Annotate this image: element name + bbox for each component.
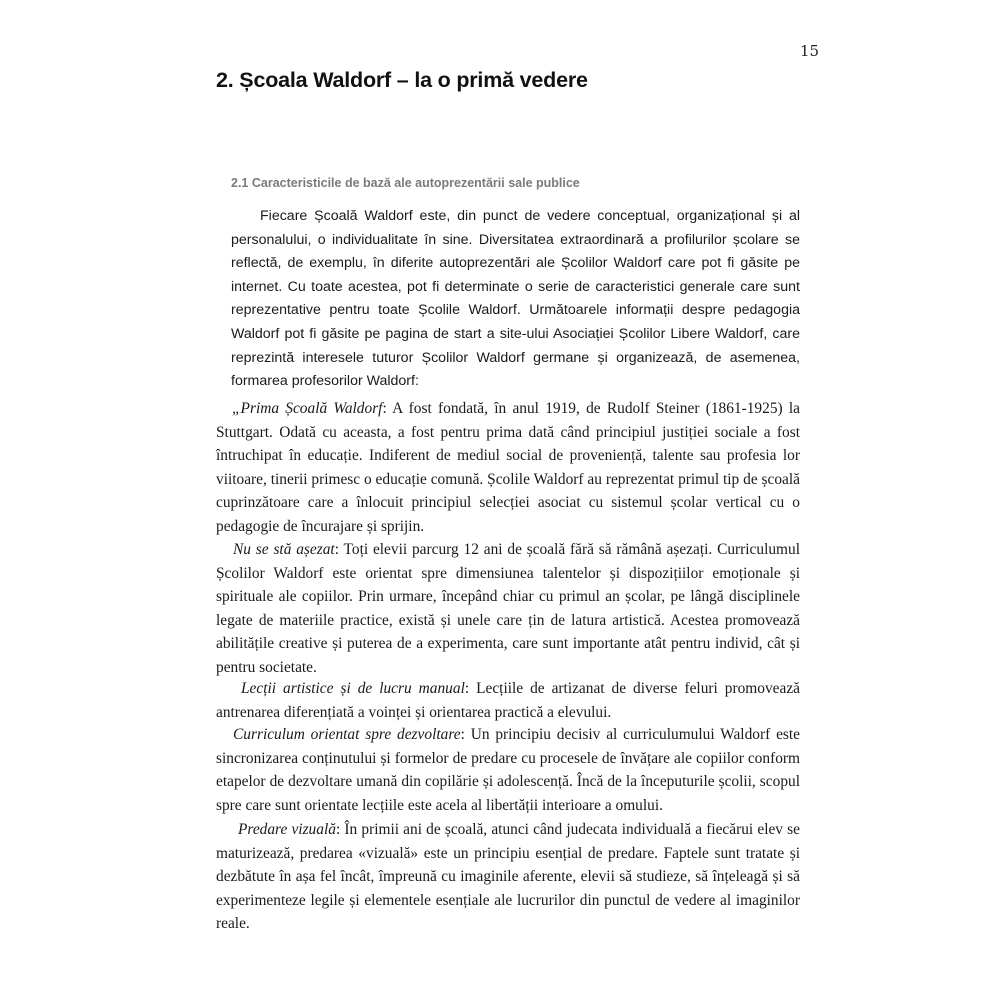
page-number: 15 bbox=[800, 42, 820, 60]
quote-paragraph-visual-teaching bbox=[216, 818, 800, 936]
paragraph-text: : Toți elevii parcurg 12 ani de școală fără să rămână așezați. Curriculumul Școlilor Waldorf este orientat spre dimensiunea talentelor și dispozițiilor emoționale și spirituale ale copiilor. Prin urmare, începând chiar cu primul an școlar, pe lângă disciplinele legate de materiile practice, există și unele care țin de latura artistică. Acestea promovează abilitățile creative și puterea de a experimenta, care sunt importante atât pentru individ, cât și pentru societate. bbox=[216, 541, 801, 676]
paragraph-lead: Lecții artistice și de lucru manual bbox=[241, 680, 465, 697]
paragraph-lead: „Prima Școală Waldorf bbox=[232, 400, 383, 417]
paragraph-lead: Curriculum orientat spre dezvoltare bbox=[233, 726, 461, 743]
paragraph-text: : Lecțiile de artizanat de diverse feluri promovează antrenarea diferențiată a voinței și orientarea practică a elevului. bbox=[216, 680, 800, 721]
intro-paragraph: Fiecare Școală Waldorf este, din punct de vedere conceptual, organizațional și al personalului, o individualitate în sine. Diversitatea extraordinară a profilurilor școlare se reflectă, de exemplu, în diferite autoprezentări ale Școlilor Waldorf care pot fi găsite pe internet. Cu toate acestea, pot fi determinate o serie de caracteristici generale care sunt reprezentative pentru toate Școlile Waldorf. Următoarele informații despre pedagogia Waldorf pot fi găsite pe pagina de start a site-ului Asociației Școlilor Libere Waldorf, care reprezintă interesele tuturor Școlilor Waldorf germane și organizează, de asemenea, formarea profesorilor Waldorf: bbox=[231, 208, 800, 390]
quote-paragraph-curriculum bbox=[216, 723, 800, 817]
paragraph-text: : Un principiu decisiv al curriculumului Waldorf este sincronizarea conținutului și formelor de predare cu procesele de învățare ale copiilor conform etapelor de dezvoltare umană din copilărie și adolescență. Încă de la începuturile școlii, scopul spre care sunt orientate lecțiile este acela al libertății interioare a omului. bbox=[216, 726, 800, 814]
paragraph-lead: Nu se stă așezat bbox=[233, 541, 335, 558]
paragraph-text: : A fost fondată, în anul 1919, de Rudolf Steiner (1861-1925) la Stuttgart. Odată cu aceasta, a fost pentru prima dată când principiul justiției sociale a fost întruchipat în educație. Indiferent de mediul social de proveniență, talente sau profesia lor viitoare, tinerii primesc o educație comună. Școlile Waldorf au reprezentat primul tip de școală cuprinzătoare care a înlocuit principiul selecției asociat cu sistemul școlar vertical cu o pedagogie de încurajare și sprijin. bbox=[216, 400, 800, 535]
paragraph-lead: Predare vizuală bbox=[238, 821, 336, 838]
quote-paragraph-artistic-lessons bbox=[216, 677, 800, 724]
chapter-title: 2. Școala Waldorf – la o primă vedere bbox=[216, 68, 588, 92]
section-title: 2.1 Caracteristicile de bază ale autoprezentării sale publice bbox=[231, 176, 580, 190]
quote-paragraph-no-repeating bbox=[216, 538, 800, 680]
quote-paragraph-first-school bbox=[216, 397, 800, 539]
paragraph-text: : În primii ani de școală, atunci când judecata individuală a fiecărui elev se maturizează, predarea «vizuală» este un principiu esențial de predare. Faptele sunt tratate și dezbătute în așa fel încât, împreună cu imaginile aferente, elevii să studieze, să înțeleagă și să experimenteze legile și elementele esențiale ale lucrurilor din punctul de vedere al imaginilor reale. bbox=[216, 821, 800, 933]
